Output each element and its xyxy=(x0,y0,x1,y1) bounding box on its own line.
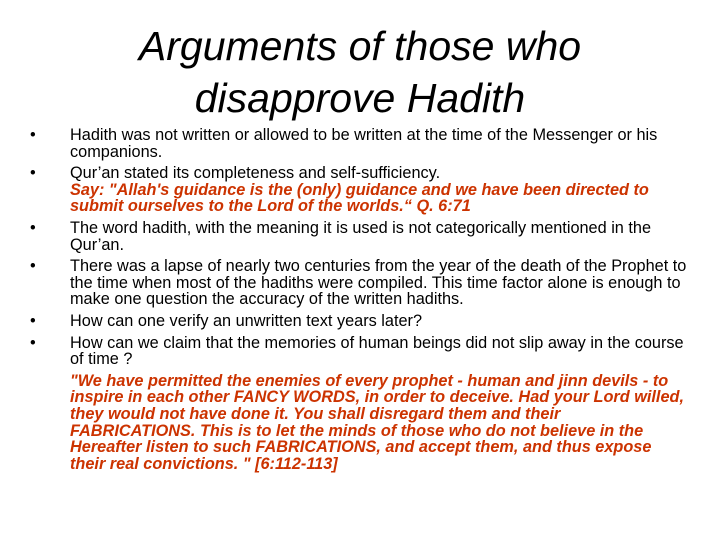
bullet-icon: • xyxy=(30,126,36,144)
bullet-icon: • xyxy=(30,333,36,352)
bullet-icon: • xyxy=(30,311,36,330)
slide-content xyxy=(30,127,690,472)
bullet-item-5 xyxy=(30,313,690,330)
bullet-text: How can one verify an unwritten text years later? xyxy=(70,311,423,330)
bullet-text: There was a lapse of nearly two centuries from the year of the death of the Prophet to the time when most of the hadiths were compiled. This time factor alone is enough to make one question the accuracy of the written hadiths. xyxy=(70,257,687,309)
bullet-item-1 xyxy=(30,127,690,160)
bullet-text: Hadith was not written or allowed to be written at the time of the Messenger or his companions. xyxy=(70,126,658,161)
bullet-icon: • xyxy=(30,257,36,276)
quran-quote-6-71: Say: "Allah's guidance is the (only) guidance and we have been directed to submit ourselves to the Lord of the worlds.“ Q. 6:71 xyxy=(70,180,649,216)
bullet-list xyxy=(30,127,690,368)
slide-title-line-1: Arguments of those who xyxy=(138,23,582,69)
bullet-text: How can we claim that the memories of human beings did not slip away in the course of time ? xyxy=(70,333,684,369)
bullet-item-3 xyxy=(30,220,690,253)
slide-title-line-2: disapprove Hadith xyxy=(194,75,526,121)
bullet-text: The word hadith, with the meaning it is used is not categorically mentioned in the Qur’an. xyxy=(70,218,652,254)
bullet-text: Qur’an stated its completeness and self-sufficiency. xyxy=(70,164,441,183)
bullet-item-6 xyxy=(30,335,690,368)
bullet-icon: • xyxy=(30,164,36,183)
slide-title xyxy=(60,20,660,124)
quran-quote-6-112-113: "We have permitted the enemies of every prophet - human and jinn devils - to inspire in each other FANCY WORDS, in order to deceive. Had your Lord willed, they would not have done it. You shall disregard them and their FABRICATIONS. This is to let the minds of those who do not believe in the Hereafter listen to such FABRICATIONS, and accept them, and thus expose their real convictions. " [6:112-113] xyxy=(70,371,684,473)
bullet-icon: • xyxy=(30,218,36,237)
bullet-item-4 xyxy=(30,258,690,308)
bullet-item-2 xyxy=(30,165,690,215)
